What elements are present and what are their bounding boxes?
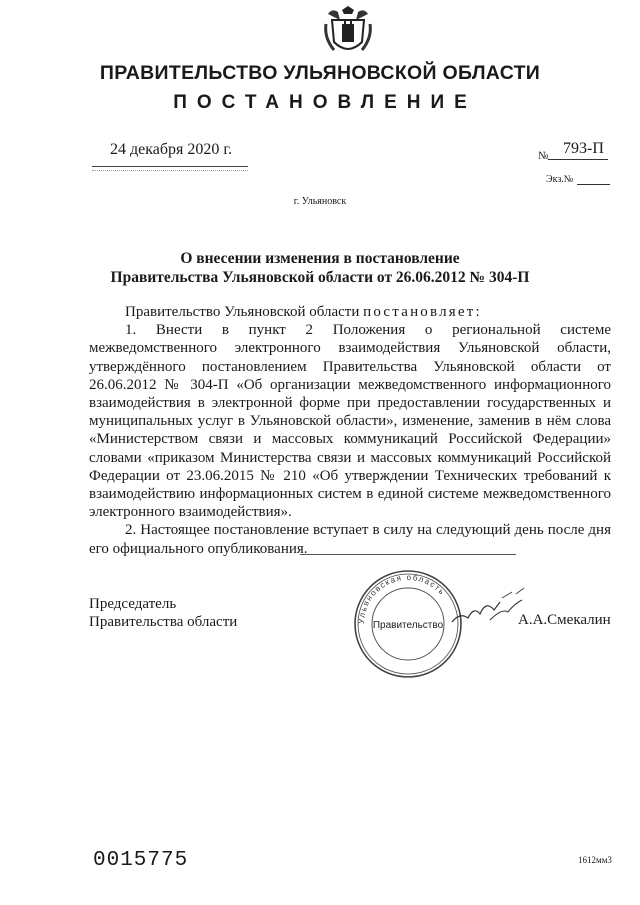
subject-line-2: Правительства Ульяновской области от 26.06.2012 № 304-П xyxy=(110,269,530,286)
clause-2: 2. Настоящее постановление вступает в силу на следующий день после дня его официального опубликования. xyxy=(89,522,611,557)
city: г. Ульяновск xyxy=(293,196,347,207)
number-underline xyxy=(548,159,608,160)
preamble-start: Правительство Ульяновской области xyxy=(125,304,360,320)
document-subject xyxy=(0,249,640,287)
document-number: 793-П xyxy=(563,140,604,157)
coat-of-arms-icon xyxy=(322,6,374,58)
stamp-ring-text: Ульяновская область xyxy=(356,572,448,625)
preamble-verb: постановляет xyxy=(363,304,476,320)
document-type: ПОСТАНОВЛЕНИЕ xyxy=(173,92,477,113)
official-stamp xyxy=(352,568,464,680)
registration-number: 0015775 xyxy=(93,849,189,872)
signatory-title xyxy=(89,595,237,631)
copy-number-underline xyxy=(577,184,610,185)
signatory-title-line-1: Председатель xyxy=(89,596,177,612)
document-body xyxy=(89,303,611,558)
date-underline-dotted xyxy=(92,170,248,171)
number-sign: № xyxy=(538,150,549,162)
print-code: 1612мм3 xyxy=(578,855,612,865)
signatory-name: А.А.Смекалин xyxy=(518,612,611,628)
preamble xyxy=(89,303,611,321)
stamp-center-text: Правительство xyxy=(372,620,444,631)
date-underline xyxy=(92,166,248,167)
clause-1: 1. Внести в пункт 2 Положения о региональной системе межведомственного электронного взаимодействия Ульяновской области, утверждённого постановлением Правительства Ульяновской области от 26.06.2012 № 304-П «Об организации межведомственного информационного взаимодействия в электронной форме при предоставлении государственных и муниципальных услуг в Ульяновской области», изменение, заменив в нём слова «Министерством связи и массовых коммуникаций Российской Федерации» словами «приказом Министерства связи и массовых коммуникаций Российской Федерации от 23.06.2015 № 210 «Об утверждении Технических требований к взаимодействию информационных систем в единой системе межведомственного электронного взаимодействия». xyxy=(89,322,611,521)
organization-title: ПРАВИТЕЛЬСТВО УЛЬЯНОВСКОЙ ОБЛАСТИ xyxy=(99,62,541,84)
document-date: 24 декабря 2020 г. xyxy=(110,141,233,158)
end-of-text-line xyxy=(300,554,516,555)
signatory-title-line-2: Правительства области xyxy=(89,614,238,630)
copy-number-label: Экз.№ xyxy=(546,174,574,185)
subject-line-1: О внесении изменения в постановление xyxy=(180,250,460,267)
preamble-colon: : xyxy=(475,304,480,320)
